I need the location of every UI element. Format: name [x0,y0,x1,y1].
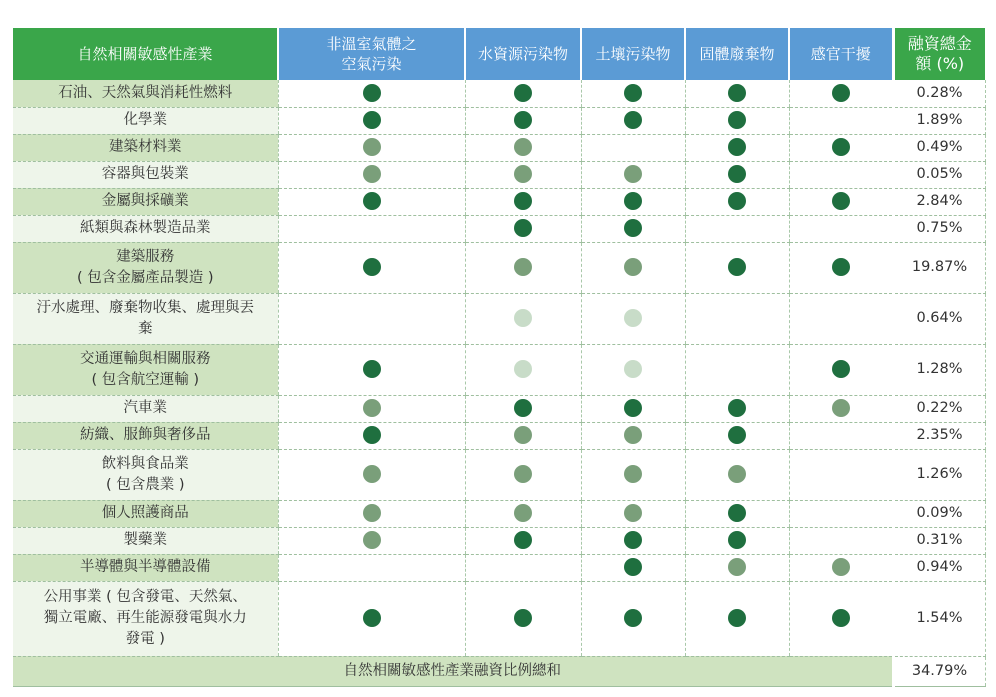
impact-dot-icon [363,426,381,444]
impact-dot-icon [624,558,642,576]
financing-percent-cell [893,107,985,134]
industry-name-line: 發電 ) [125,631,165,647]
soil-pollutants-cell [581,422,685,449]
impact-dot-icon [728,138,746,156]
impact-dot-icon [363,609,381,627]
soil-pollutants-cell [581,80,685,107]
financing-percent-value: 2.84% [916,193,963,209]
soil-pollutants-cell [581,188,685,215]
industry-cell [13,581,278,656]
financing-percent-value: 0.05% [916,166,963,182]
total-label: 自然相關敏感性產業融資比例總和 [343,662,561,679]
header-row [13,28,985,80]
industry-cell [13,188,278,215]
solid-waste-cell [685,188,789,215]
table-row [13,293,985,344]
solid-waste-cell [685,134,789,161]
sensory-disturbance-cell [789,188,893,215]
soil-pollutants-cell [581,107,685,134]
industry-cell [13,554,278,581]
industry-cell [13,161,278,188]
sensory-disturbance-cell [789,242,893,293]
air-pollution-cell [278,395,465,422]
financing-percent-value: 0.28% [916,84,963,101]
financing-percent-cell [893,161,985,188]
industry-cell [13,242,278,293]
industry-cell [13,527,278,554]
impact-dot-icon [728,504,746,522]
sensory-disturbance-cell [789,527,893,554]
air-pollution-cell [278,422,465,449]
impact-dot-icon [363,138,381,156]
financing-percent-cell [893,80,985,107]
total-percent-cell [893,656,985,686]
table-row [13,215,985,242]
air-pollution-cell [278,527,465,554]
financing-percent-value: 1.54% [916,610,963,626]
table-row [13,188,985,215]
industry-name-line: 金屬與採礦業 [101,193,189,209]
table-row [13,134,985,161]
impact-dot-icon [363,84,381,102]
header-solid-waste [685,28,789,80]
impact-dot-icon [514,504,532,522]
impact-dot-icon [363,165,381,183]
financing-percent-cell [893,395,985,422]
soil-pollutants-cell [581,134,685,161]
air-pollution-cell [278,242,465,293]
impact-dot-icon [514,465,532,483]
impact-dot-icon [728,399,746,417]
impact-dot-icon [363,111,381,129]
water-pollutants-cell [465,344,581,395]
impact-dot-icon [624,399,642,417]
solid-waste-cell [685,107,789,134]
financing-percent-cell [893,581,985,656]
header-air-line-2: 空氣污染 [341,55,402,73]
sensory-disturbance-cell [789,422,893,449]
industry-name-line: ( 包含金屬產品製造 ) [76,269,214,286]
impact-dot-icon [363,360,381,378]
impact-dot-icon [363,531,381,549]
impact-dot-icon [514,219,532,237]
impact-dot-icon [728,111,746,129]
impact-dot-icon [624,360,642,378]
industry-name-line: ( 包含航空運輸 ) [91,371,200,388]
water-pollutants-cell [465,107,581,134]
financing-percent-value: 0.64% [916,310,963,326]
impact-dot-icon [514,192,532,210]
water-pollutants-cell [465,500,581,527]
sensory-disturbance-cell [789,554,893,581]
air-pollution-cell [278,80,465,107]
sensory-disturbance-cell [789,161,893,188]
solid-waste-cell [685,422,789,449]
air-pollution-cell [278,293,465,344]
solid-waste-cell [685,293,789,344]
impact-dot-icon [363,192,381,210]
impact-dot-icon [624,531,642,549]
impact-dot-icon [728,84,746,102]
impact-dot-icon [514,426,532,444]
industry-name-line: 建築服務 [116,248,175,265]
header-pct-line-2: 額 (%) [915,54,965,73]
impact-dot-icon [728,192,746,210]
impact-dot-icon [832,399,850,417]
sensory-disturbance-cell [789,134,893,161]
impact-dot-icon [514,609,532,627]
industry-name-line: 交通運輸與相關服務 [80,350,211,367]
industry-name-line: 容器與包裝業 [101,166,189,182]
header-financing-percent [893,28,985,80]
total-label-cell [13,656,893,686]
impact-dot-icon [514,309,532,327]
solid-waste-cell [685,215,789,242]
industry-name-line: 飲料與食品業 [101,455,189,472]
soil-pollutants-cell [581,581,685,656]
sensory-disturbance-cell [789,80,893,107]
financing-percent-value: 19.87% [911,259,968,275]
header-sensory-disturbance [789,28,893,80]
water-pollutants-cell [465,188,581,215]
water-pollutants-cell [465,215,581,242]
header-pct-line-1: 融資總金 [907,34,972,53]
impact-dot-icon [624,111,642,129]
solid-waste-cell [685,80,789,107]
industry-name-line: 汙水處理、廢棄物收集、處理與丟 [36,299,254,316]
impact-dot-icon [832,138,850,156]
header-industry-label: 自然相關敏感性產業 [77,45,213,63]
financing-percent-value: 0.75% [916,220,963,236]
impact-dot-icon [624,192,642,210]
financing-percent-cell [893,215,985,242]
industry-name-line: 化學業 [123,112,167,128]
industry-name-line: ( 包含農業 ) [105,476,185,493]
solid-waste-cell [685,344,789,395]
water-pollutants-cell [465,161,581,188]
sensitivity-table-wrapper [13,28,985,687]
financing-percent-value: 0.22% [916,400,963,416]
financing-percent-value: 2.35% [916,427,963,443]
air-pollution-cell [278,161,465,188]
financing-percent-cell [893,422,985,449]
impact-dot-icon [514,531,532,549]
impact-dot-icon [514,165,532,183]
impact-dot-icon [728,258,746,276]
air-pollution-cell [278,449,465,500]
industry-cell [13,344,278,395]
soil-pollutants-cell [581,554,685,581]
impact-dot-icon [363,504,381,522]
air-pollution-cell [278,215,465,242]
soil-pollutants-cell [581,527,685,554]
soil-pollutants-cell [581,161,685,188]
solid-waste-cell [685,242,789,293]
soil-pollutants-cell [581,449,685,500]
air-pollution-cell [278,581,465,656]
sensory-disturbance-cell [789,293,893,344]
industry-cell [13,134,278,161]
industry-name-line: 汽車業 [123,400,167,416]
impact-dot-icon [363,399,381,417]
impact-dot-icon [728,465,746,483]
impact-dot-icon [728,165,746,183]
impact-dot-icon [624,465,642,483]
sensory-disturbance-cell [789,395,893,422]
water-pollutants-cell [465,581,581,656]
water-pollutants-cell [465,242,581,293]
water-pollutants-cell [465,422,581,449]
table-row [13,80,985,107]
industry-name-line: 石油、天然氣與消耗性燃料 [58,84,233,101]
sensory-disturbance-cell [789,215,893,242]
solid-waste-cell [685,500,789,527]
impact-dot-icon [624,309,642,327]
impact-dot-icon [832,360,850,378]
financing-percent-cell [893,554,985,581]
financing-percent-value: 1.26% [916,466,963,482]
impact-dot-icon [514,399,532,417]
water-pollutants-cell [465,554,581,581]
water-pollutants-cell [465,527,581,554]
financing-percent-cell [893,344,985,395]
financing-percent-value: 0.31% [916,532,963,548]
table-row [13,554,985,581]
table-row [13,344,985,395]
air-pollution-cell [278,134,465,161]
header-air-pollution [278,28,465,80]
impact-dot-icon [832,558,850,576]
header-waste-label: 固體廢棄物 [699,45,775,63]
impact-dot-icon [514,111,532,129]
impact-dot-icon [832,258,850,276]
total-row [13,656,985,686]
industry-name-line: 個人照護商品 [101,505,189,521]
soil-pollutants-cell [581,500,685,527]
water-pollutants-cell [465,80,581,107]
impact-dot-icon [832,609,850,627]
solid-waste-cell [685,581,789,656]
impact-dot-icon [624,609,642,627]
industry-name-line: 紡織、服飾與奢侈品 [80,427,211,443]
impact-dot-icon [514,138,532,156]
impact-dot-icon [624,165,642,183]
solid-waste-cell [685,395,789,422]
water-pollutants-cell [465,395,581,422]
impact-dot-icon [832,84,850,102]
solid-waste-cell [685,527,789,554]
impact-dot-icon [514,84,532,102]
impact-dot-icon [728,531,746,549]
water-pollutants-cell [465,293,581,344]
industry-cell [13,395,278,422]
solid-waste-cell [685,161,789,188]
header-water-pollutants [465,28,581,80]
impact-dot-icon [624,219,642,237]
impact-dot-icon [832,192,850,210]
solid-waste-cell [685,449,789,500]
soil-pollutants-cell [581,215,685,242]
table-row [13,449,985,500]
air-pollution-cell [278,107,465,134]
header-industry [13,28,278,80]
financing-percent-cell [893,188,985,215]
air-pollution-cell [278,188,465,215]
financing-percent-value: 1.28% [916,361,963,377]
header-soil-label: 土壤污染物 [595,45,671,63]
industry-name-line: 棄 [138,320,153,337]
table-row [13,395,985,422]
impact-dot-icon [514,258,532,276]
impact-dot-icon [728,609,746,627]
table-row [13,422,985,449]
table-row [13,527,985,554]
table-row [13,242,985,293]
financing-percent-cell [893,134,985,161]
sensory-disturbance-cell [789,581,893,656]
impact-dot-icon [624,504,642,522]
financing-percent-cell [893,500,985,527]
industry-cell [13,107,278,134]
impact-dot-icon [363,465,381,483]
sensory-disturbance-cell [789,344,893,395]
industry-cell [13,293,278,344]
financing-percent-value: 0.49% [916,139,963,155]
solid-waste-cell [685,554,789,581]
air-pollution-cell [278,344,465,395]
total-percent-value: 34.79% [911,662,968,679]
industry-cell [13,500,278,527]
financing-percent-value: 1.89% [916,112,963,128]
financing-percent-cell [893,449,985,500]
soil-pollutants-cell [581,344,685,395]
industry-name-line: 製藥業 [123,532,167,548]
industry-name-line: 獨立電廠、再生能源發電與水力 [43,610,247,626]
impact-dot-icon [728,426,746,444]
header-air-line-1: 非溫室氣體之 [326,35,417,53]
financing-percent-value: 0.94% [916,559,963,575]
sensory-disturbance-cell [789,500,893,527]
header-sensory-label: 感官干擾 [810,45,871,63]
impact-dot-icon [624,426,642,444]
table-body [13,80,985,686]
industry-cell [13,449,278,500]
header-soil-pollutants [581,28,685,80]
table-row [13,581,985,656]
air-pollution-cell [278,500,465,527]
table-row [13,161,985,188]
soil-pollutants-cell [581,242,685,293]
industry-name-line: 建築材料業 [109,139,182,155]
industry-cell [13,215,278,242]
sensory-disturbance-cell [789,107,893,134]
impact-dot-icon [624,258,642,276]
industry-name-line: 紙類與森林製造品業 [80,220,211,236]
soil-pollutants-cell [581,395,685,422]
water-pollutants-cell [465,134,581,161]
impact-dot-icon [514,360,532,378]
industry-cell [13,80,278,107]
nature-sensitive-industry-table [13,28,986,687]
industry-name-line: 公用事業 ( 包含發電、天然氣、 [43,589,247,605]
water-pollutants-cell [465,449,581,500]
table-row [13,500,985,527]
header-water-label: 水資源污染物 [477,45,568,63]
financing-percent-cell [893,293,985,344]
financing-percent-cell [893,527,985,554]
impact-dot-icon [624,84,642,102]
financing-percent-cell [893,242,985,293]
impact-dot-icon [728,558,746,576]
table-row [13,107,985,134]
financing-percent-value: 0.09% [916,505,963,521]
sensory-disturbance-cell [789,449,893,500]
industry-cell [13,422,278,449]
impact-dot-icon [363,258,381,276]
air-pollution-cell [278,554,465,581]
soil-pollutants-cell [581,293,685,344]
industry-name-line: 半導體與半導體設備 [80,559,211,575]
